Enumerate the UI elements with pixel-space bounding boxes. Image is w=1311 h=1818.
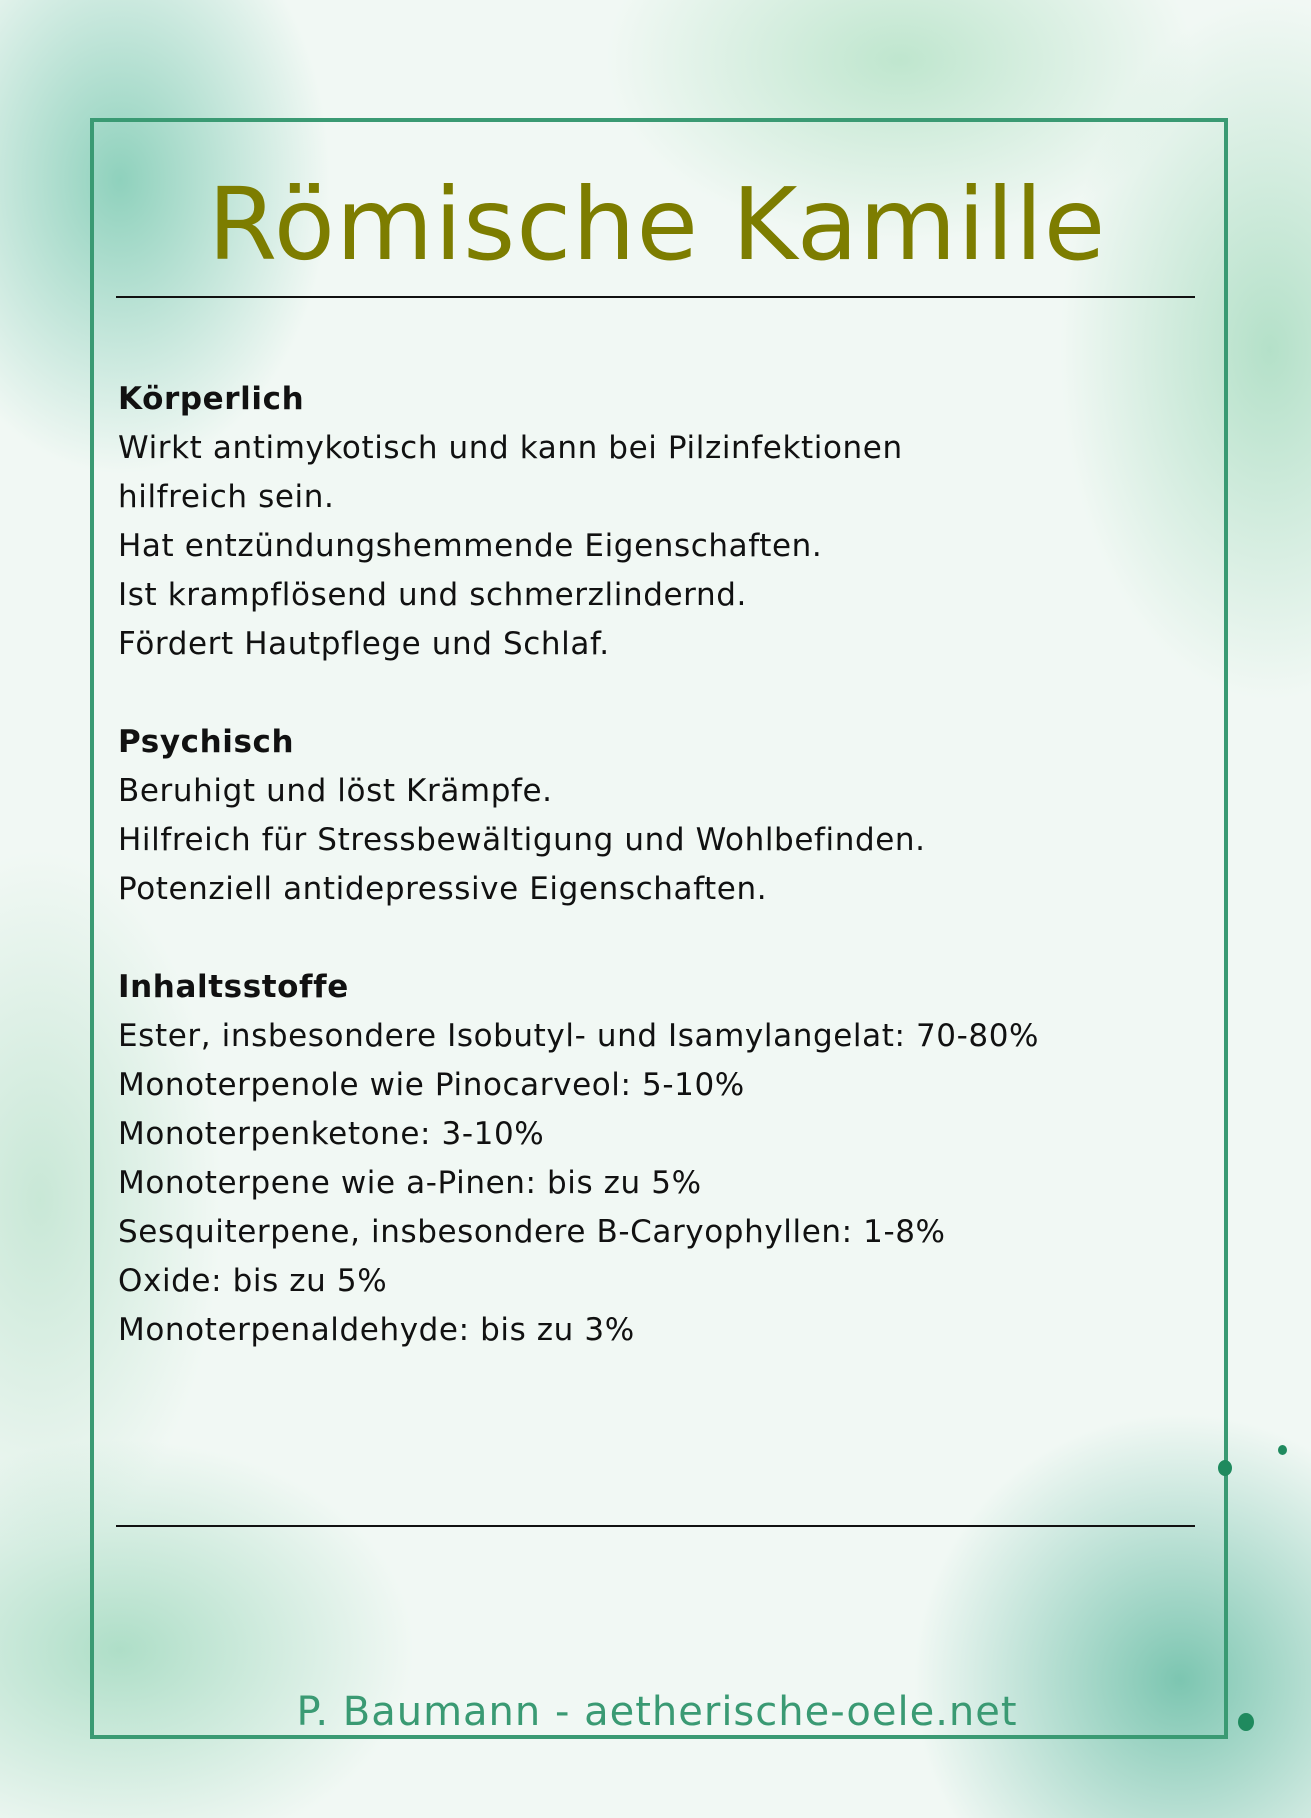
section-heading: Körperlich	[118, 381, 305, 417]
bottom-divider	[116, 1525, 1195, 1527]
section-psychisch	[118, 718, 1218, 914]
text-line: Monoterpenole wie Pinocarveol: 5-10%	[118, 1067, 745, 1103]
text-line: hilfreich sein.	[118, 479, 335, 515]
text-line: Monoterpenaldehyde: bis zu 3%	[118, 1312, 635, 1348]
text-line: Monoterpene wie a-Pinen: bis zu 5%	[118, 1165, 702, 1201]
paint-splatter	[1218, 1460, 1232, 1476]
text-line: Potenziell antidepressive Eigenschaften.	[118, 871, 768, 907]
section-heading: Psychisch	[118, 724, 295, 760]
text-line: Ester, insbesondere Isobutyl- und Isamylangelat: 70-80%	[118, 1018, 1040, 1054]
footer-credit: P. Baumann - aetherische-oele.net	[296, 1689, 1018, 1735]
paint-splatter	[1278, 1445, 1287, 1455]
text-line: Beruhigt und löst Krämpfe.	[118, 773, 553, 809]
text-line: Sesquiterpene, insbesondere B-Caryophyllen: 1-8%	[118, 1214, 946, 1250]
page-title: Römische Kamille	[207, 166, 1107, 283]
text-line: Ist krampflösend und schmerzlindernd.	[118, 577, 747, 613]
section-heading: Inhaltsstoffe	[118, 969, 349, 1005]
content	[118, 375, 1218, 1355]
paint-splatter	[1238, 1713, 1254, 1731]
text-line: Wirkt antimykotisch und kann bei Pilzinfektionen	[118, 430, 903, 466]
text-line: Hilfreich für Stressbewältigung und Wohlbefinden.	[118, 822, 926, 858]
text-line: Fördert Hautpflege und Schlaf.	[118, 626, 610, 662]
top-divider	[116, 296, 1195, 298]
section-inhaltsstoffe	[118, 963, 1218, 1355]
text-line: Monoterpenketone: 3-10%	[118, 1116, 545, 1152]
section-koerperlich	[118, 375, 1218, 669]
text-line: Hat entzündungshemmende Eigenschaften.	[118, 528, 823, 564]
text-line: Oxide: bis zu 5%	[118, 1263, 388, 1299]
